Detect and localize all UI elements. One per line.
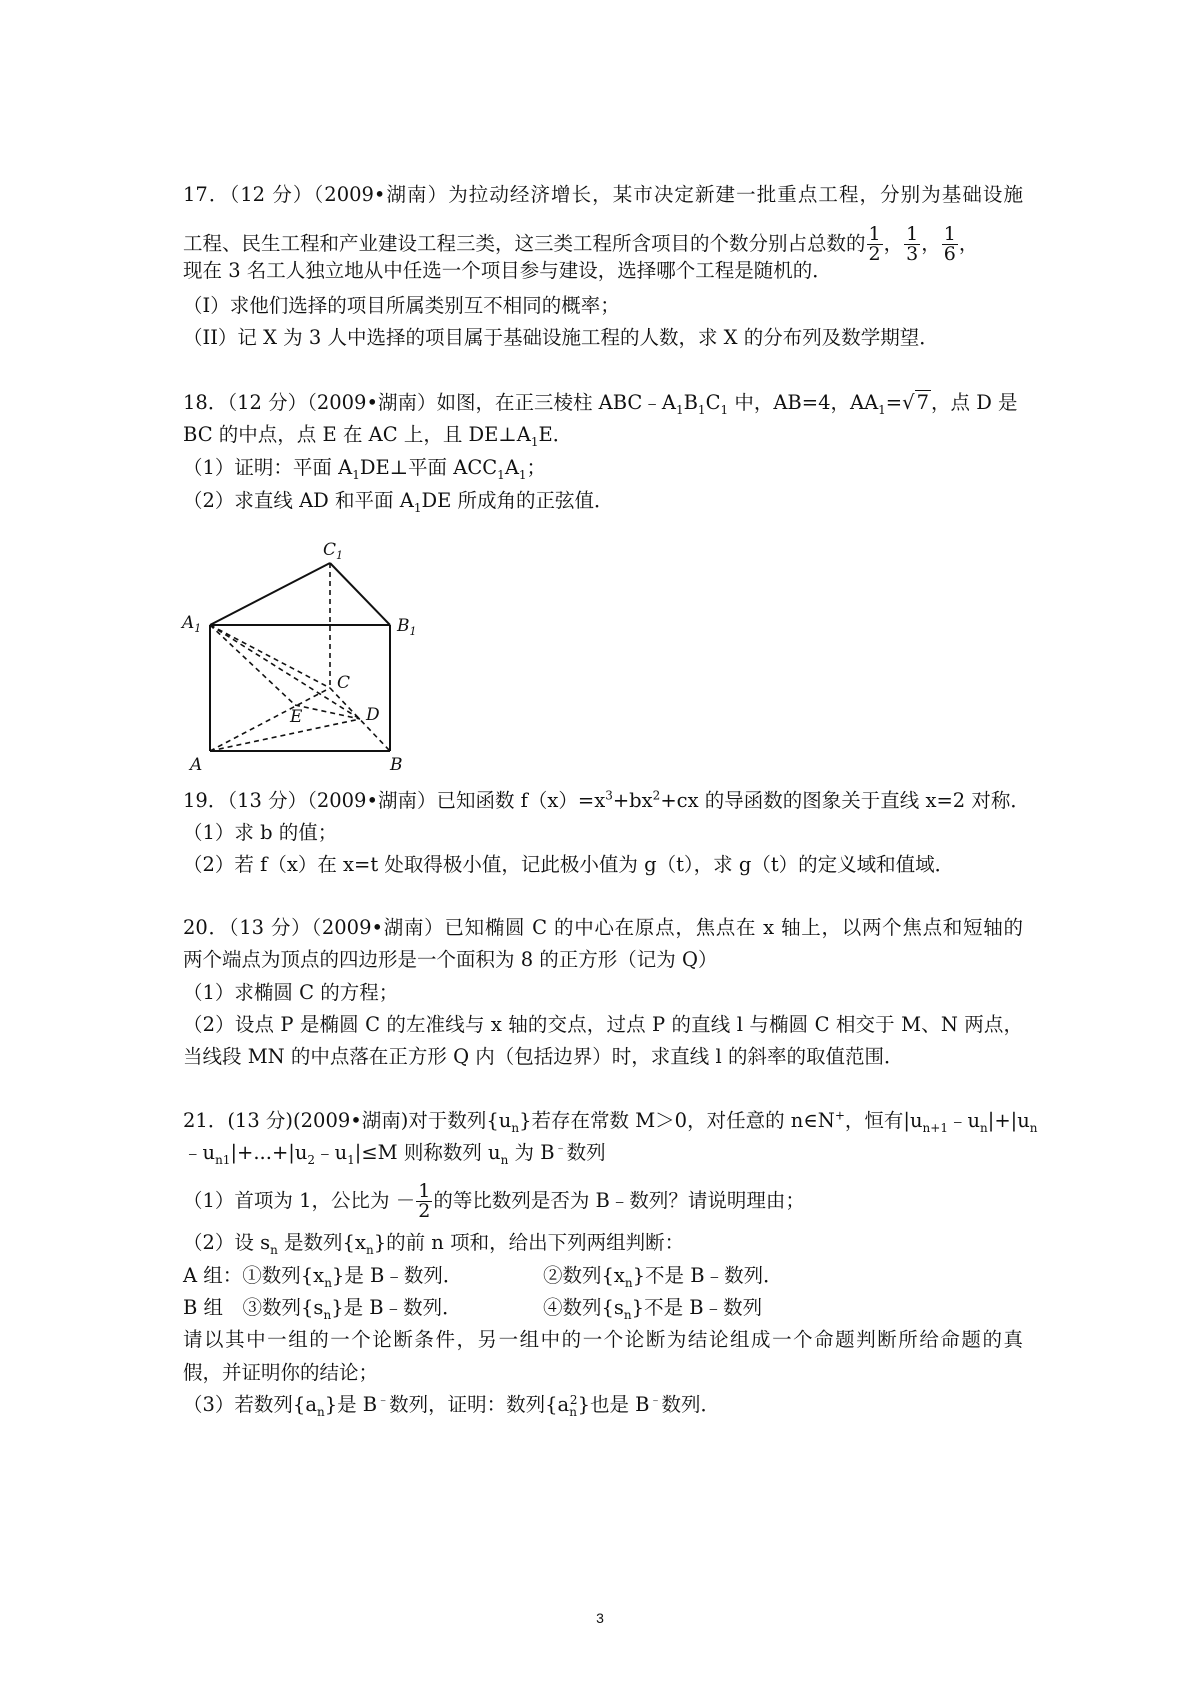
fraction-one-third: $\frac{1}{3}$ (906, 223, 919, 265)
label-e: E (290, 707, 303, 727)
label-c1: $C_1$ (323, 540, 344, 562)
fraction-one-sixth: $\frac{1}{6}$ (943, 223, 956, 265)
q18-line-2: BC 的中点，点 E 在 AC 上，且 $DE\perp A_1E$． (183, 423, 573, 449)
edge-c1-b1 (330, 563, 390, 625)
q20-part-1: （1）求椭圆 C 的方程； (183, 981, 399, 1004)
q17-line-2: 工程、民生工程和产业建设工程三类，这三类工程所含项目的个数分别占总数的 $\frac{1}{2}$ ， $\frac{1}{3}$ ， $\frac{1}{6}$ ， (183, 223, 979, 265)
q19-part-1: （1）求 b 的值； (183, 821, 338, 844)
q18-part-2: （2）求直线 AD 和平面 $A_1DE$ 所成角的正弦值． (183, 489, 614, 515)
q18-line-1: 18．（12 分）（2009•湖南）如图，在正三棱柱 $ABC﹣A_1B_1C_1$ 中，AB=4，$AA_1=√$ 7 ，点 D 是 (183, 391, 1018, 417)
q21-group-b-option-4: ④数列$\{s_n\}$不是 B﹣数列 (543, 1296, 763, 1322)
fraction-one-half: $\frac{1}{2}$ (868, 223, 881, 265)
q17-part-1: （I）求他们选择的项目所属类别互不相同的概率； (183, 294, 620, 317)
q20-part-2: （2）设点 P 是椭圆 C 的左准线与 x 轴的交点，过点 P 的直线 l 与椭圆 C 相交于 M、N 两点， (183, 1013, 1023, 1036)
q21-group-b: B 组 ③数列$\{s_n\}$是 B﹣数列． ④数列$\{s_n\}$不是 B﹣数列 (183, 1296, 763, 1322)
q18-part-1: （1）证明：平面 $A_1DE\perp$平面 $ACC_1A_1$； (183, 456, 547, 482)
q19-part-2: （2）若 f（x）在 x=t 处取得极小值，记此极小值为 g（t），求 g（t）的定义域和值域． (183, 853, 955, 876)
page-number: 3 (596, 1610, 604, 1626)
label-b: B (390, 755, 403, 773)
q20-line-2: 两个端点为顶点的四边形是一个面积为 8 的正方形（记为 Q） (183, 948, 718, 971)
q21-group-a: A 组：①数列$\{x_n\}$是 B﹣数列． ②数列$\{x_n\}$不是 B﹣数列． (183, 1264, 783, 1290)
label-c: C (337, 673, 351, 693)
q21-line-1: 21．(13 分)(2009•湖南)对于数列$\{u_n\}$若存在常数 M＞0，对任意的 n∈N+，恒有$|u_{n+1}﹣u_n|+|u_n$ (183, 1108, 1038, 1135)
q17-line-2-text: 工程、民生工程和产业建设工程三类，这三类工程所含项目的个数分别占总数的 (183, 232, 866, 255)
label-a1: $A_1$ (182, 613, 202, 635)
q20-line-5: 当线段 MN 的中点落在正方形 Q 内（包括边界）时，求直线 l 的斜率的取值范围． (183, 1045, 904, 1068)
q19-line-1: 19．（13 分）（2009•湖南）已知函数 $f(x)=x^3+bx^2+cx$ 的导函数的图象关于直线 x=2 对称． (183, 788, 1030, 812)
q17-line-3: 现在 3 名工人独立地从中任选一个项目参与建设，选择哪个工程是随机的． (183, 259, 832, 282)
edge-a-c (210, 688, 330, 751)
sqrt-expression: √ 7 (902, 391, 929, 414)
q21-group-a-option-2: ②数列$\{x_n\}$不是 B﹣数列． (543, 1264, 783, 1290)
label-b1: $B_1$ (397, 616, 417, 638)
q17-part-2: （II）记 X 为 3 人中选择的项目属于基础设施工程的人数，求 X 的分布列及数学期望． (183, 326, 939, 349)
q21-line-7: 请以其中一组的一个论断条件，另一组中的一个论断为结论组成一个命题判断所给命题的真 (183, 1328, 1023, 1351)
edge-a1-e (210, 625, 295, 705)
q21-part-1: （1）首项为 1，公比为 － $\frac{1}{2}$ 的等比数列是否为 B﹣数列？请说明理由； (183, 1180, 805, 1222)
q21-line-8: 假，并证明你的结论； (183, 1361, 379, 1384)
label-d: D (366, 705, 380, 725)
q21-part-2: （2）设 $s_n$ 是数列$\{x_n\}$的前 n 项和，给出下列两组判断： (183, 1231, 685, 1257)
edge-a-d (210, 719, 360, 751)
q21-line-2: $﹣u_{n1}|+...+|u_2﹣u_1|\le M$ 则称数列 $u_n$ 为 B﹣数列 (183, 1140, 606, 1167)
edge-a1-c (210, 625, 330, 688)
edge-a1-d (210, 625, 360, 719)
edge-a1-c1 (210, 563, 330, 625)
q20-line-1: 20．（13 分）（2009•湖南）已知椭圆 C 的中心在原点，焦点在 x 轴上，以两个焦点和短轴的 (183, 916, 1023, 939)
label-a: A (190, 755, 203, 773)
fraction-one-half-q21: $\frac{1}{2}$ (418, 1180, 431, 1222)
q17-line-1: 17．（12 分）（2009•湖南）为拉动经济增长，某市决定新建一批重点工程，分别为基础设施 (183, 183, 1023, 206)
prism-figure (180, 538, 425, 773)
q21-part-3: （3）若数列$\{a_n\}$是 B﹣数列，证明：数列$\{a_n^2\}$也是 B﹣数列． (183, 1392, 721, 1419)
